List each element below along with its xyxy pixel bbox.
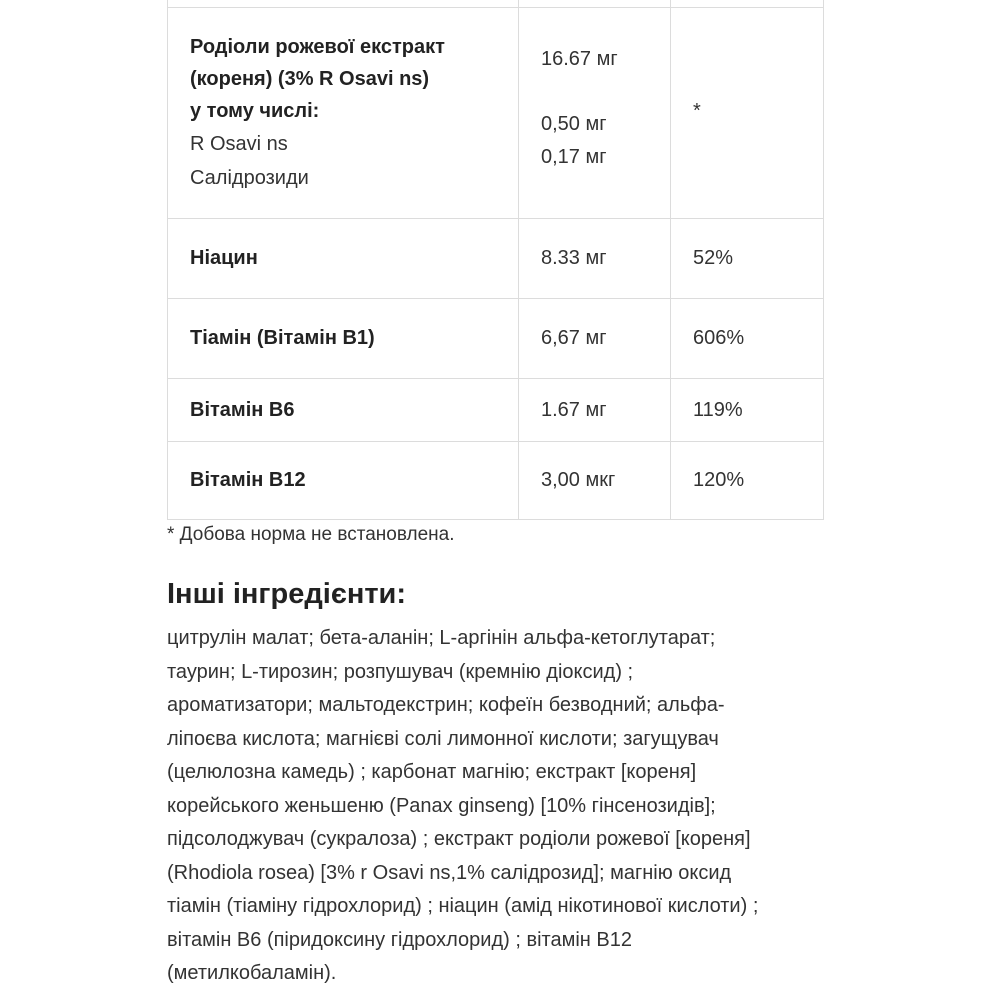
ingredients-line: корейського женьшеню (Panax ginseng) [10% гінсенозидів]; xyxy=(167,794,716,817)
rhodiola-sub-osavins: R Osavi ns xyxy=(190,133,288,155)
ingredients-line: ліпоєва кислота; магнієві солі лимонної кислоти; загущувач xyxy=(167,727,719,750)
ingredients-line: (целюлозна камедь) ; карбонат магнію; екстракт [кореня] xyxy=(167,761,697,783)
nutrient-amount: 8.33 мг xyxy=(519,219,671,299)
footnote: * Добова норма не встановлена. xyxy=(167,524,455,545)
nutrient-name-cell xyxy=(168,8,519,219)
rhodiola-amount-total: 16.67 мг xyxy=(541,48,618,70)
rhodiola-name-line1: Родіоли рожевої екстракт xyxy=(190,36,445,58)
nutrient-amount-cell xyxy=(519,8,671,219)
ingredients-line: вітамін В6 (піридоксину гідрохлорид) ; вітамін В12 xyxy=(167,928,632,951)
ingredients-line: (Rhodiola rosea) [3% r Osavi ns,1% салідрозид]; магнію оксид xyxy=(167,861,732,884)
rhodiola-name-line2: (кореня) (3% R Osavi ns) xyxy=(190,68,430,90)
nutrient-name: Тіамін (Вітамін В1) xyxy=(168,299,519,379)
nutrient-percent: 606% xyxy=(671,299,824,379)
nutrient-amount: 3,00 мкг xyxy=(519,442,671,520)
nutrition-table xyxy=(167,0,824,520)
nutrient-name: Вітамін В6 xyxy=(168,379,519,442)
rhodiola-percent: * xyxy=(693,99,701,122)
nutrient-percent: 120% xyxy=(671,442,824,520)
nutrient-name: Ніацин xyxy=(168,219,519,299)
nutrient-percent: 119% xyxy=(671,379,824,442)
table-row-top-edge xyxy=(168,0,824,8)
rhodiola-amount-osavins: 0,50 мг xyxy=(541,113,607,135)
table-row xyxy=(168,299,824,379)
table-row xyxy=(168,379,824,442)
table-row xyxy=(168,442,824,520)
table-row xyxy=(168,219,824,299)
ingredients-line: ароматизатори; мальтодекстрин; кофеїн безводний; альфа- xyxy=(167,694,725,716)
ingredients-line: цитрулін малат; бета-аланін; L-аргінін альфа-кетоглутарат; xyxy=(167,627,716,649)
nutrient-percent-cell xyxy=(671,8,824,219)
other-ingredients-text xyxy=(167,622,827,991)
ingredients-line: тіамін (тіаміну гідрохлорид) ; ніацин (амід нікотинової кислоти) ; xyxy=(167,895,759,917)
nutrient-amount: 1.67 мг xyxy=(519,379,671,442)
rhodiola-sub-salidrosides: Салідрозиди xyxy=(190,167,309,189)
ingredients-line: (метилкобаламін). xyxy=(167,962,337,984)
ingredients-line: таурин; L-тирозин; розпушувач (кремнію діоксид) ; xyxy=(167,660,634,683)
nutrient-amount: 6,67 мг xyxy=(519,299,671,379)
nutrient-name: Вітамін В12 xyxy=(168,442,519,520)
nutrient-percent: 52% xyxy=(671,219,824,299)
table-row-rhodiola xyxy=(168,8,824,219)
rhodiola-name-line3: у тому числі: xyxy=(190,100,320,122)
rhodiola-amount-salidrosides: 0,17 мг xyxy=(541,146,607,168)
other-ingredients-title: Інші інгредієнти: xyxy=(167,578,407,610)
ingredients-line: підсолоджувач (сукралоза) ; екстракт родіоли рожевої [кореня] xyxy=(167,828,751,850)
